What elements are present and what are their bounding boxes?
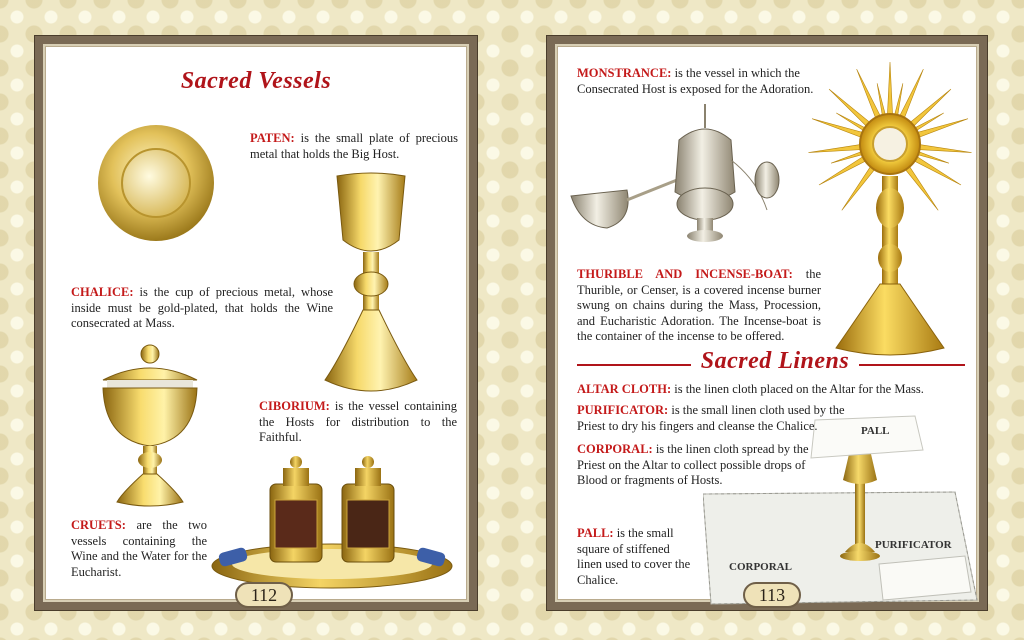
cruets-text: are the two vessels containing the Wine and the Water for the Eucharist. <box>71 518 207 579</box>
linens-rule-right <box>859 364 965 366</box>
corporal-text: is the linen cloth spread by the Priest on the Altar to collect possible drops of Blood or fragments of Hosts. <box>577 442 809 487</box>
chalice-image <box>319 170 423 400</box>
pall-label: PALL <box>861 425 890 437</box>
chalice-term: CHALICE: <box>71 285 134 299</box>
left-page <box>35 36 477 610</box>
ciborium-description <box>259 399 457 446</box>
purificator-description <box>577 403 873 434</box>
ciborium-term: CIBORIUM: <box>259 399 330 413</box>
corporal-label: CORPORAL <box>729 561 792 573</box>
purificator-label: PURIFICATOR <box>875 539 952 551</box>
page-number-112: 112 <box>235 582 293 608</box>
monstrance-text: is the vessel in which the Consecrated Host is exposed for the Adoration. <box>577 66 814 96</box>
linens-rule-left <box>577 364 691 366</box>
paten-term: PATEN: <box>250 131 295 145</box>
chalice-description <box>71 285 333 332</box>
altar-cloth-text: is the linen cloth placed on the Altar for the Mass. <box>671 382 924 396</box>
ciborium-text: is the vessel containing the Hosts for distribution to the Faithful. <box>259 399 457 444</box>
monstrance-term: MONSTRANCE: <box>577 66 672 80</box>
cruets-term: CRUETS: <box>71 518 126 532</box>
thurible-image <box>567 100 797 250</box>
pall-term: PALL: <box>577 526 614 540</box>
cruets-description <box>71 518 207 580</box>
cruets-image <box>207 454 457 594</box>
purificator-text: is the small linen cloth used by the Priest to dry his fingers and cleanse the Chalice. <box>577 403 845 433</box>
right-page <box>547 36 987 610</box>
paten-description <box>250 131 458 162</box>
sacred-linens-title: Sacred Linens <box>700 348 850 374</box>
altar-cloth-term: ALTAR CLOTH: <box>577 382 672 396</box>
page-number-113: 113 <box>743 582 801 608</box>
thurible-text: the Thurible, or Censer, is a covered incense burner swung on chains during the Mass, Procession, and Eucharistic Adoration. The Incense-boat is the container of the incense to be offered. <box>577 267 821 343</box>
ciborium-image <box>93 342 207 507</box>
sacred-vessels-title: Sacred Vessels <box>180 68 332 94</box>
altar-cloth-description <box>577 382 977 398</box>
thurible-term: THURIBLE AND INCENSE-BOAT: <box>577 267 793 281</box>
thurible-description <box>577 267 821 345</box>
monstrance-description <box>577 66 821 97</box>
pall-description <box>577 526 695 588</box>
chalice-text: is the cup of precious metal, whose inside must be gold-plated, that holds the Wine consecrated at Mass. <box>71 285 333 330</box>
pall-text: is the small square of stiffened linen used to cover the Chalice. <box>577 526 691 587</box>
paten-image <box>95 122 217 244</box>
paten-text: is the small plate of precious metal that holds the Big Host. <box>250 131 458 161</box>
monstrance-image <box>800 58 980 358</box>
corporal-description <box>577 442 809 489</box>
purificator-term: PURIFICATOR: <box>577 403 669 417</box>
corporal-term: CORPORAL: <box>577 442 653 456</box>
